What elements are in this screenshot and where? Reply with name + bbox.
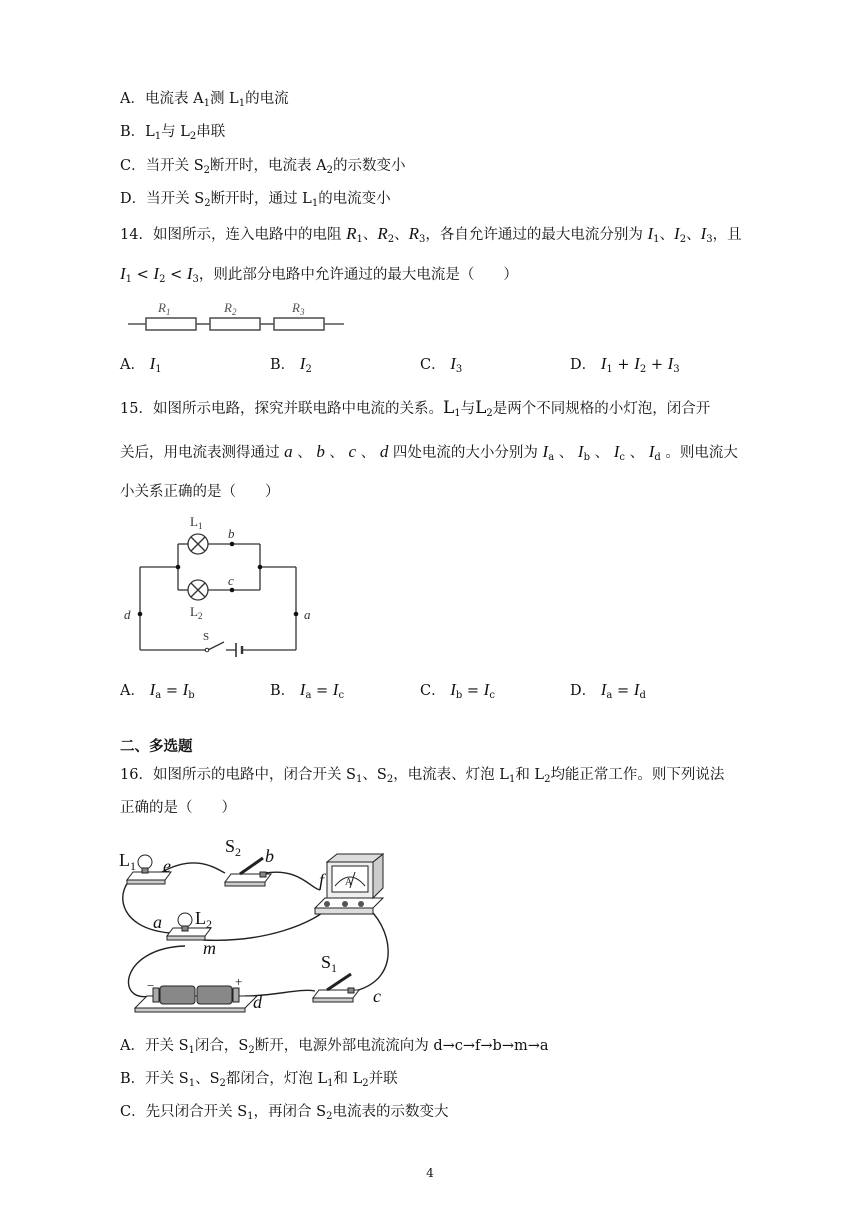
q14-option-d[interactable]	[570, 354, 680, 380]
option-text: 断开时，通过 L	[210, 191, 312, 207]
switch-label: S	[203, 631, 210, 643]
q16-stem-line1	[120, 765, 724, 790]
math-var: R	[346, 224, 357, 243]
subscript: 1	[311, 198, 319, 209]
option-label: A．	[120, 91, 145, 107]
subscript: 2	[486, 408, 493, 419]
punct: 、	[659, 227, 675, 243]
option-text: ，再闭合 S	[253, 1104, 327, 1120]
punct: 、	[292, 445, 317, 461]
option-text: 串联	[196, 124, 226, 140]
option-label: B．	[120, 1071, 146, 1087]
option-text: 、S	[195, 1071, 220, 1087]
stem-text: 是两个不同规格的小灯泡，闭合开	[492, 401, 711, 417]
s2-label: $S_2$	[225, 836, 242, 859]
math-var: I	[149, 354, 156, 373]
subscript: b	[583, 452, 590, 463]
subscript: 2	[159, 274, 166, 285]
lamp-l1-label: $L_1$	[190, 514, 203, 531]
option-text: 与 L	[161, 124, 190, 140]
option-label: D．	[570, 357, 597, 373]
math-var: I	[577, 442, 584, 461]
stem-text: 关后，用电流表测得通过	[120, 445, 285, 461]
lamp-l2-label: $L_2$	[190, 604, 203, 621]
subscript: 1	[653, 234, 660, 245]
option-label: A．	[120, 1038, 145, 1054]
q16-circuit-figure	[115, 828, 400, 1018]
stem-text: 与	[460, 401, 476, 417]
option-text: 电流表的示数变大	[332, 1104, 449, 1120]
ammeter-symbol: A	[345, 877, 353, 888]
subscript: 2	[387, 234, 395, 245]
stem-text: 正确的是（ ）	[120, 800, 236, 816]
option-label: D．	[120, 191, 147, 207]
subscript: 2	[362, 1078, 369, 1089]
option-label: C．	[420, 357, 446, 373]
subscript: b	[455, 690, 463, 701]
punct: 、	[554, 445, 578, 461]
subscript: 1	[125, 274, 133, 285]
page-number: 4	[426, 1166, 434, 1180]
option-label: D．	[570, 683, 597, 699]
subscript: d	[639, 690, 646, 701]
option-text: 闭合，S	[194, 1038, 249, 1054]
subscript: c	[619, 452, 625, 463]
q14-stem-line1	[120, 224, 742, 250]
q15-stem-line2	[120, 442, 738, 468]
math-op: <	[132, 267, 154, 283]
math-var: a	[284, 442, 293, 461]
point-a-label: a	[304, 607, 311, 622]
math-var: I	[648, 442, 655, 461]
math-var: I	[613, 442, 620, 461]
subscript: 2	[679, 234, 687, 245]
subscript: 1	[606, 364, 613, 375]
q14-resistor-figure	[128, 296, 348, 338]
option-text: 的电流变小	[318, 191, 391, 207]
math-var: I	[542, 442, 549, 461]
option-text: 先只闭合开关 S	[145, 1104, 248, 1120]
math-var: I	[667, 354, 674, 373]
q15-option-a[interactable]	[120, 680, 195, 706]
math-var: I	[182, 680, 189, 699]
option-label: A．	[120, 357, 145, 373]
math-var: I	[700, 224, 707, 243]
subscript: 1	[247, 1111, 254, 1122]
q15-option-b[interactable]	[270, 680, 344, 706]
math-var: I	[149, 680, 156, 699]
option-text: 开关 S	[144, 1038, 189, 1054]
q14-stem-line2	[120, 264, 518, 290]
math-op: =	[311, 683, 333, 699]
q16-option-c[interactable]	[120, 1102, 448, 1127]
l1-label: $L_1$	[119, 850, 136, 873]
subscript: 1	[188, 1045, 195, 1056]
point-d-label: d	[253, 992, 262, 1012]
subscript: 3	[455, 364, 463, 375]
math-op: =	[612, 683, 634, 699]
math-var: I	[332, 680, 339, 699]
subscript: 2	[639, 364, 647, 375]
math-var: L	[475, 398, 487, 418]
subscript: 1	[155, 364, 162, 375]
option-label: C．	[420, 683, 446, 699]
subscript: 1	[356, 774, 363, 785]
math-var: I	[450, 680, 456, 699]
option-text: 都闭合，灯泡 L	[225, 1071, 328, 1087]
punct: 、	[624, 445, 649, 461]
math-var: I	[186, 264, 193, 283]
math-op: <	[165, 267, 187, 283]
subscript: a	[606, 690, 613, 701]
subscript: 2	[219, 1078, 226, 1089]
option-text: 的示数变小	[333, 158, 406, 174]
subscript: 1	[238, 98, 246, 109]
point-b-label: b	[265, 846, 274, 866]
math-var: I	[299, 354, 306, 373]
subscript: 3	[706, 234, 713, 245]
stem-text: 四处电流的大小分别为	[388, 445, 543, 461]
option-label: A．	[120, 683, 145, 699]
subscript: 2	[248, 1045, 255, 1056]
prev-option-d	[120, 189, 391, 214]
r2-label: $R_2$	[224, 300, 237, 317]
math-var: L	[442, 398, 455, 418]
option-label: B．	[120, 124, 146, 140]
q15-stem-line3	[120, 482, 280, 502]
option-text: 并联	[368, 1071, 398, 1087]
option-text: 和 L	[333, 1071, 363, 1087]
math-op: =	[161, 683, 183, 699]
prev-option-a	[120, 89, 289, 114]
point-m-label: m	[203, 938, 216, 958]
stem-text: 14．如图所示，连入电路中的电阻	[120, 227, 347, 243]
q16-option-a[interactable]	[120, 1036, 549, 1061]
prev-option-b	[120, 122, 225, 147]
point-e-label: e	[163, 856, 171, 876]
stem-text: 16．如图所示的电路中，闭合开关 S	[120, 767, 356, 783]
option-label: C．	[120, 158, 146, 174]
r1-label: $R_1$	[158, 300, 171, 317]
q15-option-c[interactable]	[420, 680, 495, 706]
subscript: d	[654, 452, 661, 463]
punct: 、	[356, 445, 380, 461]
q14-option-a[interactable]	[120, 354, 162, 380]
stem-text: ，各自允许通过的最大电流分别为	[425, 227, 648, 243]
option-text: 测 L	[209, 91, 239, 107]
subscript: 2	[544, 774, 551, 785]
stem-text: 15．如图所示电路，探究并联电路中电流的关系。	[120, 401, 443, 417]
subscript: 1	[508, 774, 516, 785]
math-var: I	[600, 354, 607, 373]
math-op: +	[646, 357, 668, 373]
stem-text: 小关系正确的是（ ）	[120, 484, 280, 500]
option-text: 当开关 S	[146, 191, 205, 207]
q14-option-b[interactable]	[270, 354, 312, 380]
math-var: R	[408, 224, 419, 243]
q14-option-c[interactable]	[420, 354, 462, 380]
subscript: a	[155, 690, 162, 701]
punct: 、	[686, 227, 701, 243]
point-b-label: b	[228, 526, 235, 541]
q16-stem-line2	[120, 798, 236, 818]
l2-label: $L_2$	[195, 908, 212, 931]
subscript: c	[338, 690, 345, 701]
option-text: 电流表 A	[144, 91, 204, 107]
stem-text: ，且	[712, 227, 742, 243]
subscript: 3	[192, 274, 199, 285]
math-var: I	[299, 680, 306, 699]
subscript: 2	[386, 774, 394, 785]
math-var: I	[633, 680, 640, 699]
subscript: 2	[189, 131, 197, 142]
option-text: 开关 S	[145, 1071, 189, 1087]
math-var: c	[348, 442, 357, 461]
subscript: c	[489, 690, 495, 701]
option-text: 断开时，电流表 A	[210, 158, 327, 174]
subscript: 3	[673, 364, 680, 375]
stem-text: 、S	[362, 767, 387, 783]
subscript: 1	[327, 1078, 334, 1089]
subscript: 1	[454, 408, 461, 419]
math-var: I	[483, 680, 490, 699]
section-title: 二、多选题	[120, 738, 193, 755]
math-var: I	[634, 354, 640, 373]
point-c-label: c	[373, 986, 381, 1006]
stem-text: 和 L	[515, 767, 545, 783]
subscript: a	[305, 690, 312, 701]
punct: 、	[589, 445, 614, 461]
subscript: 2	[326, 165, 333, 176]
subscript: 1	[154, 131, 162, 142]
option-text: 的电流	[245, 91, 289, 107]
battery-plus: +	[235, 974, 243, 989]
math-var: I	[600, 680, 607, 699]
subscript: 3	[418, 234, 426, 245]
r3-label: $R_3$	[292, 300, 305, 317]
s1-label: $S_1$	[321, 952, 338, 975]
point-c-label: c	[228, 573, 234, 588]
point-f-label: f	[319, 870, 325, 890]
math-var: I	[450, 354, 456, 373]
point-a-label: a	[153, 912, 162, 932]
subscript: a	[548, 452, 555, 463]
math-var: I	[674, 224, 680, 243]
stem-text: ，电流表、灯泡 L	[393, 767, 509, 783]
subscript: 1	[188, 1078, 196, 1089]
point-d-label: d	[124, 607, 131, 622]
q15-stem-line1	[120, 398, 710, 424]
math-var: I	[153, 264, 160, 283]
stem-text: 均能正常工作。则下列说法	[550, 767, 725, 783]
subscript: 2	[203, 165, 211, 176]
math-op: +	[612, 357, 635, 373]
subscript: 1	[203, 98, 210, 109]
subscript: 1	[356, 234, 363, 245]
option-label: B．	[270, 683, 296, 699]
math-var: b	[316, 442, 325, 461]
prev-option-c	[120, 156, 406, 181]
punct: 、	[324, 445, 349, 461]
option-label: B．	[270, 357, 296, 373]
math-var: R	[377, 224, 388, 243]
q16-option-b[interactable]	[120, 1069, 398, 1094]
punct: 、	[362, 227, 378, 243]
math-var: I	[120, 264, 126, 283]
stem-text: 。则电流大	[660, 445, 738, 461]
q15-circuit-figure	[118, 512, 318, 662]
subscript: 2	[326, 1111, 333, 1122]
battery-minus: −	[147, 978, 155, 993]
math-op: =	[462, 683, 484, 699]
subscript: 2	[305, 364, 312, 375]
subscript: b	[188, 690, 195, 701]
option-text: 当开关 S	[145, 158, 204, 174]
switch-s1	[313, 974, 359, 1002]
option-label: C．	[120, 1104, 146, 1120]
stem-text: ，则此部分电路中允许通过的最大电流是（ ）	[198, 267, 518, 283]
math-var: d	[379, 442, 389, 461]
punct: 、	[394, 227, 409, 243]
q15-option-d[interactable]	[570, 680, 646, 706]
subscript: 2	[204, 198, 211, 209]
math-var: I	[647, 224, 654, 243]
option-text: 断开，电源外部电流流向为 d→c→f→b→m→a	[254, 1038, 549, 1054]
option-text: L	[145, 124, 155, 140]
